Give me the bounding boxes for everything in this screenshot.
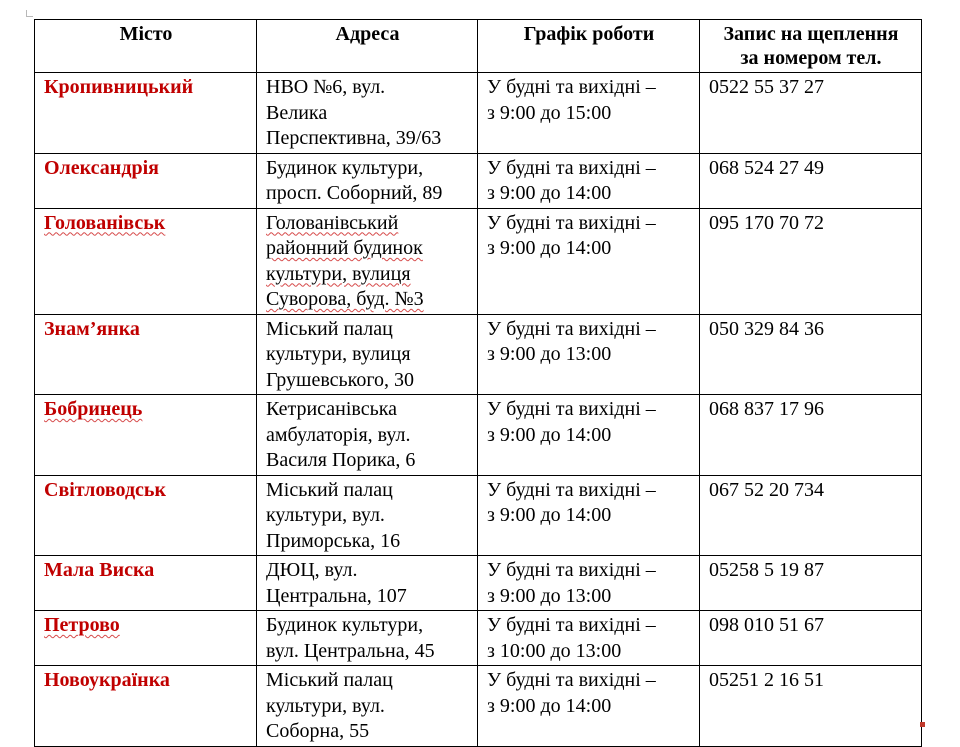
city-cell xyxy=(35,395,257,476)
schedule-cell: У будні та вихідні – з 9:00 до 14:00 xyxy=(478,475,700,556)
address-cell: Міський палац культури, вул. Соборна, 55 xyxy=(257,666,478,747)
address-text: Голованівський районний будинок культури, вулиця Суворова, буд. №3 xyxy=(266,211,424,310)
city-name: Бобринець xyxy=(44,398,143,420)
phone-cell: 068 837 17 96 xyxy=(700,395,922,476)
city-cell xyxy=(35,73,257,154)
address-cell: ДЮЦ, вул. Центральна, 107 xyxy=(257,556,478,611)
phone-cell: 098 010 51 67 xyxy=(700,611,922,666)
city-name: Мала Виска xyxy=(44,559,155,581)
schedule-cell: У будні та вихідні – з 10:00 до 13:00 xyxy=(478,611,700,666)
table-row xyxy=(35,666,922,747)
schedule-cell: У будні та вихідні – з 9:00 до 14:00 xyxy=(478,395,700,476)
address-cell: Будинок культури, просп. Соборний, 89 xyxy=(257,153,478,208)
address-cell: Міський палац культури, вулиця Грушевського, 30 xyxy=(257,314,478,395)
address-cell: Міський палац культури, вул. Приморська, 16 xyxy=(257,475,478,556)
phone-cell: 050 329 84 36 xyxy=(700,314,922,395)
page-corner-mark xyxy=(26,10,33,17)
phone-cell: 095 170 70 72 xyxy=(700,208,922,314)
city-cell xyxy=(35,611,257,666)
city-cell xyxy=(35,153,257,208)
schedule-cell: У будні та вихідні – з 9:00 до 15:00 xyxy=(478,73,700,154)
table-row xyxy=(35,395,922,476)
table-row xyxy=(35,73,922,154)
city-name: Новоукраїнка xyxy=(44,669,170,691)
city-cell xyxy=(35,475,257,556)
table-row xyxy=(35,314,922,395)
table-row xyxy=(35,208,922,314)
city-cell xyxy=(35,666,257,747)
city-cell xyxy=(35,208,257,314)
phone-cell: 068 524 27 49 xyxy=(700,153,922,208)
table-row xyxy=(35,611,922,666)
city-cell xyxy=(35,556,257,611)
city-name: Петрово xyxy=(44,614,120,636)
vaccination-points-table xyxy=(34,19,922,747)
schedule-cell: У будні та вихідні – з 9:00 до 14:00 xyxy=(478,666,700,747)
city-name: Кропивницький xyxy=(44,76,194,98)
address-cell: НВО №6, вул. Велика Перспективна, 39/63 xyxy=(257,73,478,154)
city-name: Олександрія xyxy=(44,156,159,179)
city-name: Світловодськ xyxy=(44,478,167,501)
schedule-cell: У будні та вихідні – з 9:00 до 14:00 xyxy=(478,208,700,314)
header-phone: Запис на щеплення за номером тел. xyxy=(700,20,922,73)
table-row xyxy=(35,556,922,611)
table-row xyxy=(35,153,922,208)
schedule-cell: У будні та вихідні – з 9:00 до 13:00 xyxy=(478,314,700,395)
page-corner-mark xyxy=(920,722,925,727)
table-header-row xyxy=(35,20,922,73)
header-schedule: Графік роботи xyxy=(478,20,700,73)
table-row xyxy=(35,475,922,556)
schedule-cell: У будні та вихідні – з 9:00 до 14:00 xyxy=(478,153,700,208)
phone-cell: 05258 5 19 87 xyxy=(700,556,922,611)
schedule-cell: У будні та вихідні – з 9:00 до 13:00 xyxy=(478,556,700,611)
address-cell: Кетрисанівська амбулаторія, вул. Василя Порика, 6 xyxy=(257,395,478,476)
address-cell xyxy=(257,208,478,314)
phone-cell: 067 52 20 734 xyxy=(700,475,922,556)
phone-cell: 05251 2 16 51 xyxy=(700,666,922,747)
city-name: Голованівськ xyxy=(44,211,166,234)
address-cell: Будинок культури, вул. Центральна, 45 xyxy=(257,611,478,666)
city-name: Знам’янка xyxy=(44,317,140,340)
header-city: Місто xyxy=(35,20,257,73)
city-cell xyxy=(35,314,257,395)
header-address: Адреса xyxy=(257,20,478,73)
phone-cell: 0522 55 37 27 xyxy=(700,73,922,154)
